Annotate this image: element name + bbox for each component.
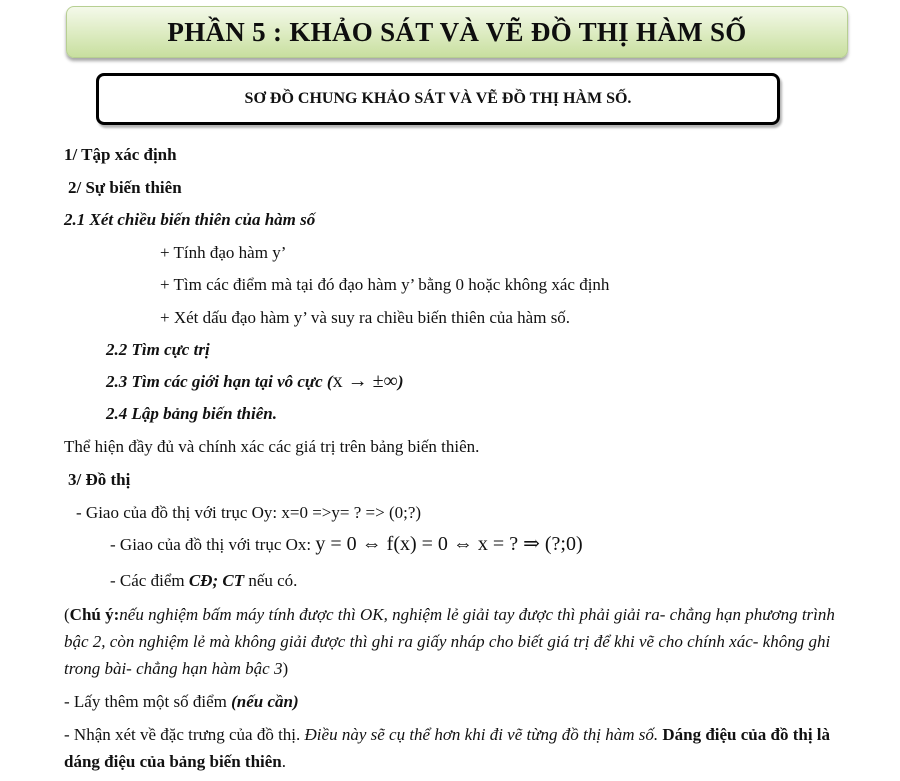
bullet-sign-analysis: + Xét dấu đạo hàm y’ và suy ra chiều biến thiên của hàm số.: [160, 308, 571, 327]
subtitle: SƠ ĐỒ CHUNG KHẢO SÁT VÀ VẼ ĐỒ THỊ HÀM SỐ.: [244, 90, 632, 107]
heading-variation-table: 2.4 Lập bảng biến thiên.: [106, 404, 277, 423]
bullet-critical-points: + Tìm các điểm mà tại đó đạo hàm y’ bằng 0 hoặc không xác định: [160, 275, 610, 294]
subtitle-box: [96, 73, 780, 125]
section-title-banner: [66, 6, 848, 58]
bullet-derivative: + Tính đạo hàm y’: [160, 243, 287, 262]
limits-close: ): [397, 372, 404, 391]
extra-points-prefix: - Lấy thêm một số điểm: [64, 692, 227, 711]
heading-variation: 2/ Sự biến thiên: [68, 178, 182, 197]
heading-monotonicity: 2.1 Xét chiều biến thiên của hàm số: [64, 210, 316, 229]
intersection-ox: [110, 533, 583, 556]
intersection-ox-math: y = 0 ⇔ f(x) = 0 ⇔ x = ? ⇒ (?;0): [315, 533, 583, 555]
heading-extrema: 2.2 Tìm cực trị: [106, 340, 210, 359]
note-close: ): [282, 659, 289, 678]
extrema-points-prefix: - Các điểm: [110, 571, 185, 590]
heading-limits: [106, 370, 403, 393]
remark-italic: Điều này sẽ cụ thể hơn khi đi vẽ từng đồ thị hàm số.: [304, 725, 659, 744]
limits-math: x → ±∞: [332, 370, 398, 392]
section-title: PHẦN 5 : KHẢO SÁT VÀ VẼ ĐỒ THỊ HÀM SỐ: [167, 16, 747, 47]
remark-bold: Dáng điệu của đồ thị là dáng điệu của bảng biến thiên: [64, 725, 831, 771]
extrema-points: [110, 570, 297, 592]
remark-paragraph: [64, 721, 854, 775]
remark-end: .: [281, 752, 287, 771]
intersection-oy: - Giao của đồ thị với trục Oy: x=0 =>y= ? => (0;?): [76, 503, 422, 522]
note-paragraph: [64, 601, 854, 682]
intersection-ox-label: - Giao của đồ thị với trục Ox:: [110, 535, 312, 554]
heading-graph: 3/ Đồ thị: [68, 470, 131, 489]
note-open: (: [64, 605, 70, 624]
note-text: nếu nghiệm bấm máy tính được thì OK, nghiệm lẻ giải tay được thì phải giải ra- chẳng hạn phương trình bậc 2, còn nghiệm lẻ mà không giải được thì ghi ra giấy nháp cho biết giá trị để khi vẽ cho chính xác- không ghi trong bài- chẳng hạn hàm bậc 3: [64, 605, 835, 678]
heading-domain: 1/ Tập xác định: [64, 145, 177, 164]
extrema-points-bold: CĐ; CT: [188, 571, 245, 590]
extra-points: [64, 691, 299, 713]
remark-prefix: - Nhận xét về đặc trưng của đồ thị.: [64, 725, 301, 744]
extrema-points-suffix: nếu có.: [248, 571, 298, 590]
variation-table-note: Thể hiện đầy đủ và chính xác các giá trị trên bảng biến thiên.: [64, 437, 480, 456]
note-label: Chú ý:: [69, 605, 120, 624]
extra-points-italic: (nếu cần): [231, 692, 299, 711]
limits-label: 2.3 Tìm các giới hạn tại vô cực (: [106, 372, 333, 391]
